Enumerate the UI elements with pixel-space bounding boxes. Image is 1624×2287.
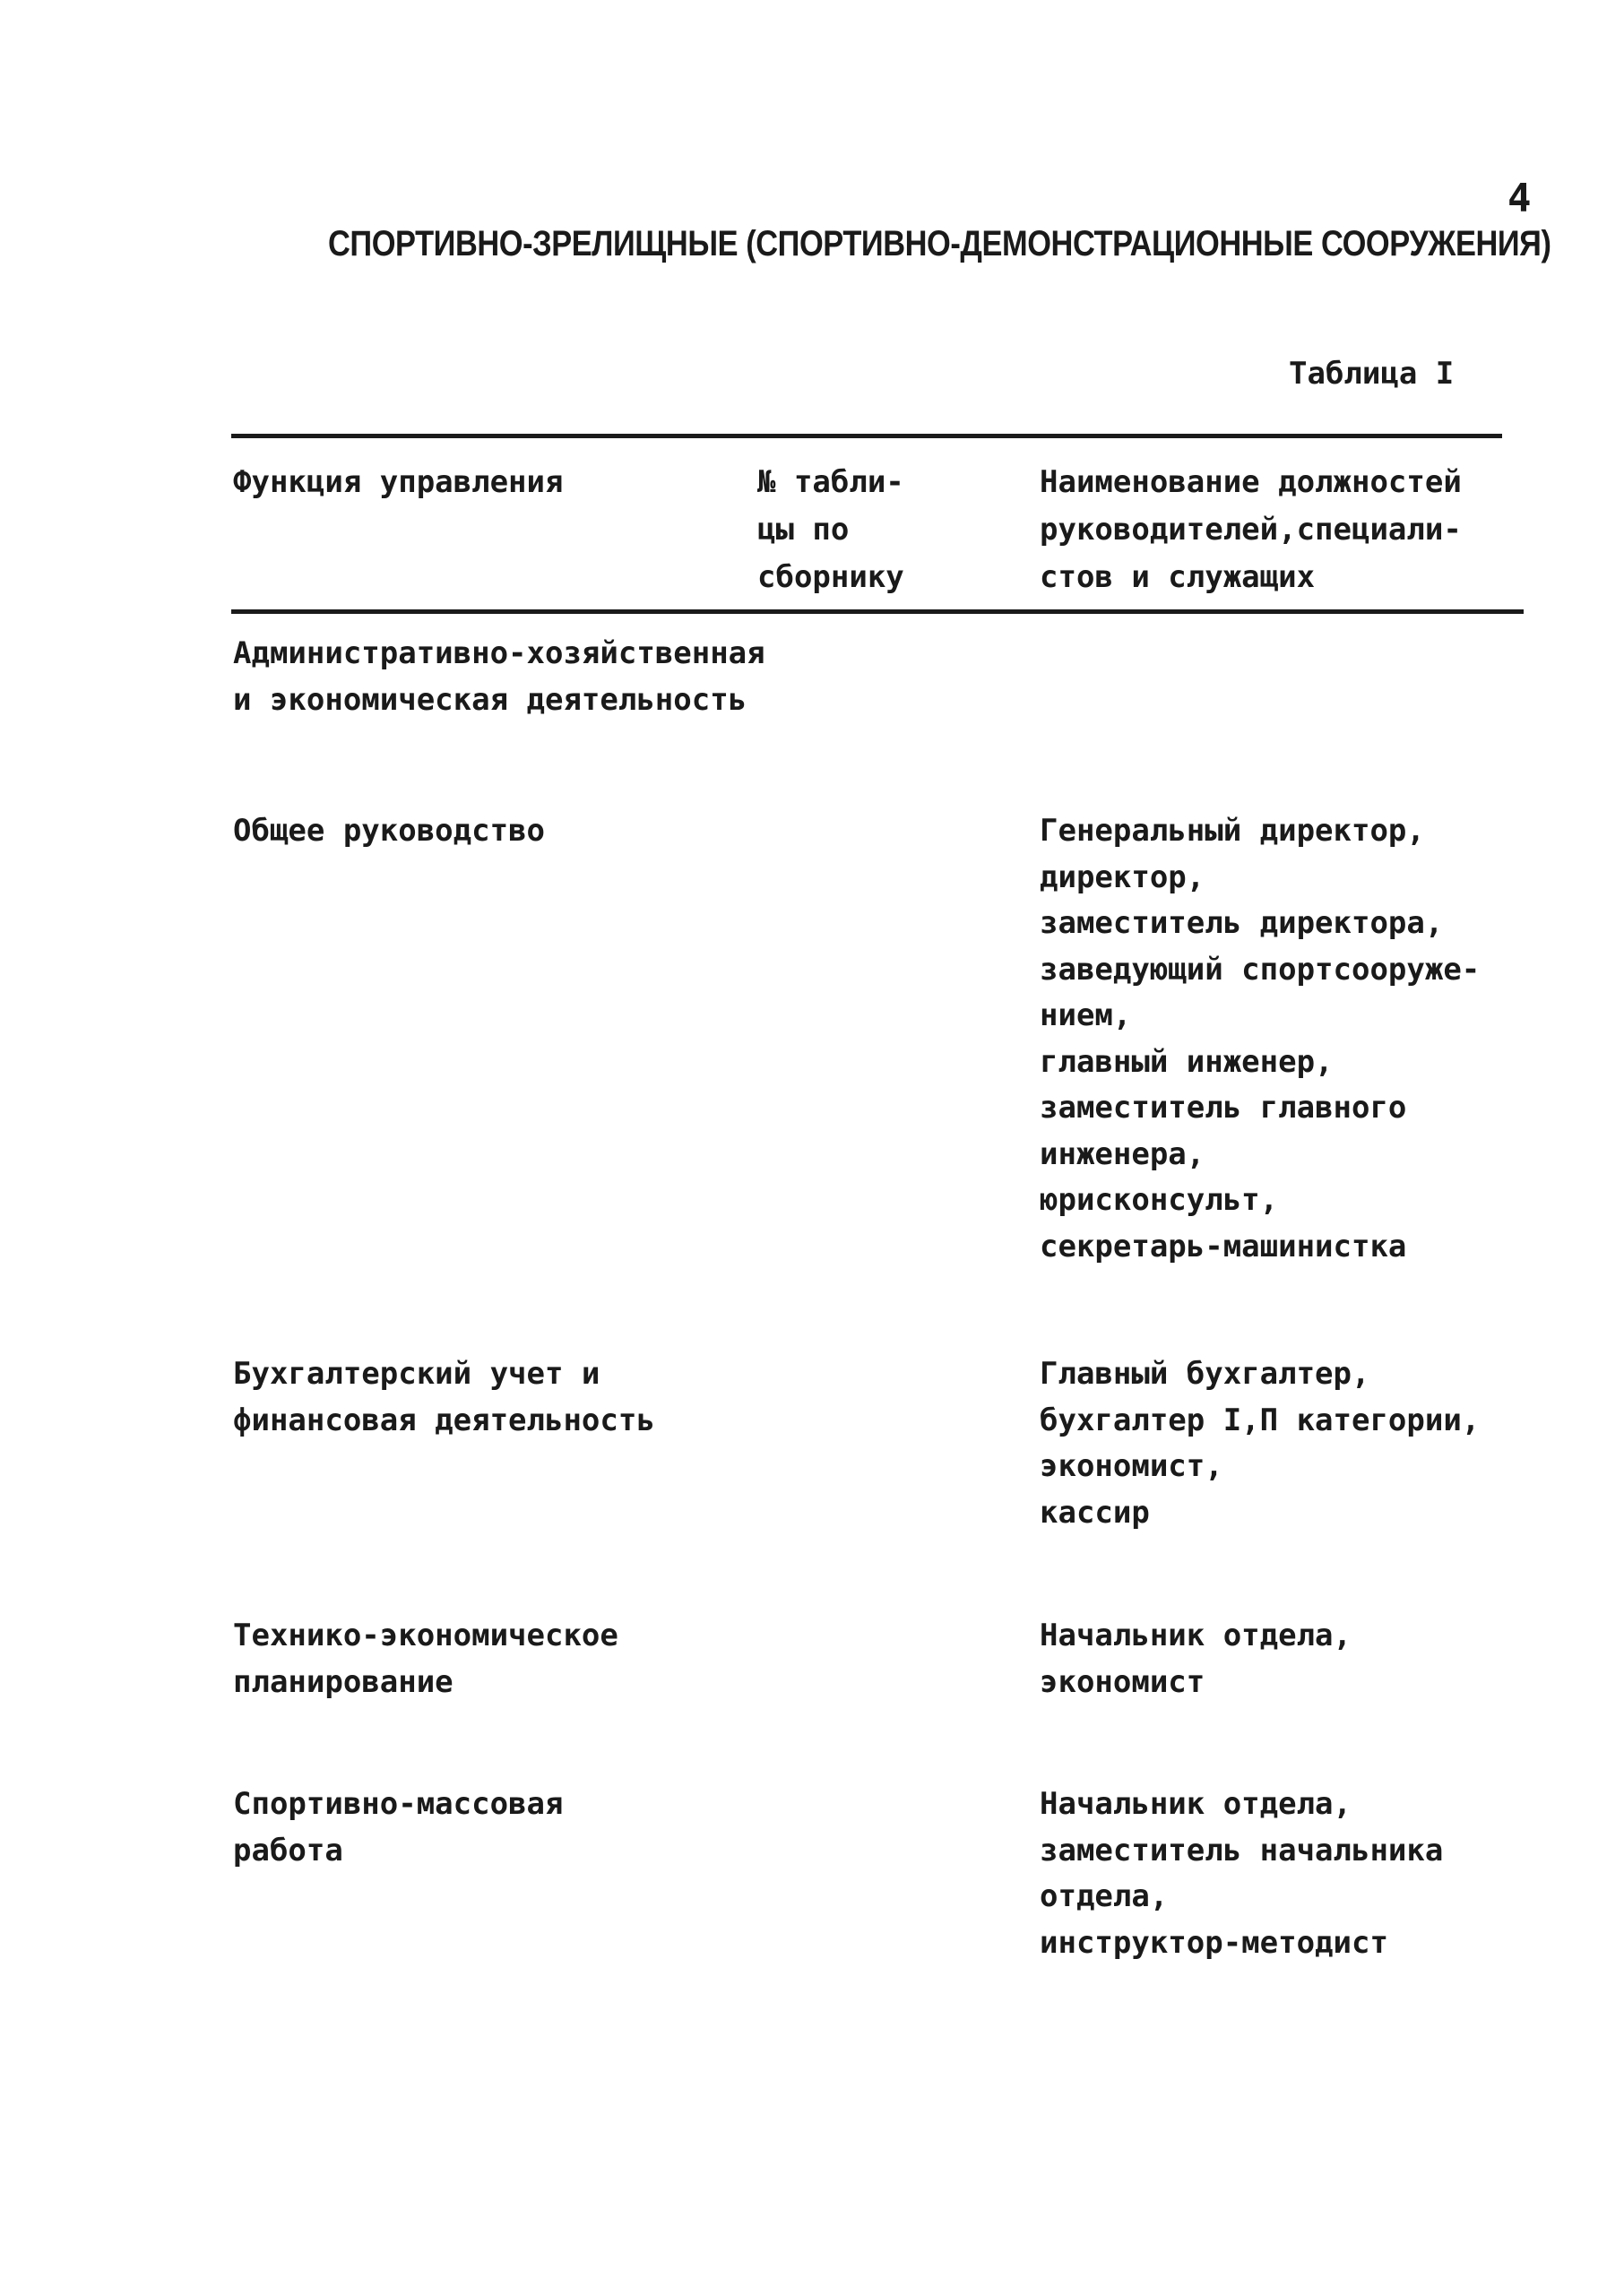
position-line: Главный бухгалтер, — [1040, 1356, 1370, 1392]
position-line: бухгалтер I,П категории, — [1040, 1402, 1481, 1438]
position-line: заместитель начальника — [1040, 1832, 1444, 1868]
position-line: директор, — [1040, 859, 1205, 895]
position-line: заместитель главного — [1040, 1090, 1407, 1126]
position-line: отдела, — [1040, 1878, 1169, 1914]
function-line: Бухгалтерский учет и — [233, 1356, 600, 1392]
section-line: Административно-хозяйственная — [233, 635, 765, 671]
position-line: нием, — [1040, 997, 1132, 1033]
header-positions: Наименование должностей руководителей,специали- стов и служащих — [1040, 464, 1462, 595]
section-line: и экономическая деятельность — [233, 681, 747, 718]
position-line: заведующий спортсооруже- — [1040, 951, 1481, 988]
table-header-rule — [231, 609, 1524, 614]
page-number: 4 — [1507, 176, 1532, 221]
table-caption: Таблица I — [1289, 356, 1455, 392]
position-line: Генеральный директор, — [1040, 813, 1425, 849]
function-cell — [233, 808, 545, 855]
section-title — [233, 631, 765, 723]
positions-cell — [1040, 1613, 1352, 1705]
positions-cell — [1040, 808, 1480, 1270]
function-line: Общее руководство — [233, 813, 545, 849]
function-cell — [233, 1351, 655, 1444]
function-line: Спортивно-массовая — [233, 1786, 564, 1822]
position-line: секретарь-машинистка — [1040, 1228, 1407, 1264]
function-line: планирование — [233, 1663, 454, 1700]
function-cell — [233, 1613, 618, 1705]
position-line: экономист, — [1040, 1448, 1223, 1484]
table-top-rule — [231, 434, 1502, 438]
position-line: Начальник отдела, — [1040, 1618, 1352, 1653]
header-table-number: № табли- цы по сборнику — [757, 464, 904, 595]
positions-cell — [1040, 1782, 1443, 1966]
position-line: экономист — [1040, 1663, 1205, 1700]
position-line: кассир — [1040, 1494, 1150, 1531]
function-line: финансовая деятельность — [233, 1402, 655, 1438]
position-line: главный инженер, — [1040, 1043, 1334, 1080]
position-line: заместитель директора, — [1040, 905, 1444, 941]
positions-cell — [1040, 1351, 1480, 1536]
page-title: СПОРТИВНО-ЗРЕЛИЩНЫЕ (СПОРТИВНО-ДЕМОНСТРАЦИОННЫЕ СООРУЖЕНИЯ) — [328, 224, 1551, 263]
position-line: инструктор-методист — [1040, 1924, 1388, 1961]
position-line: юрисконсульт, — [1040, 1182, 1279, 1218]
header-function: Функция управления — [233, 464, 564, 500]
function-line: Технико-экономическое — [233, 1618, 618, 1653]
function-line: работа — [233, 1832, 343, 1868]
function-cell — [233, 1782, 563, 1874]
position-line: Начальник отдела, — [1040, 1786, 1352, 1822]
position-line: инженера, — [1040, 1135, 1205, 1172]
